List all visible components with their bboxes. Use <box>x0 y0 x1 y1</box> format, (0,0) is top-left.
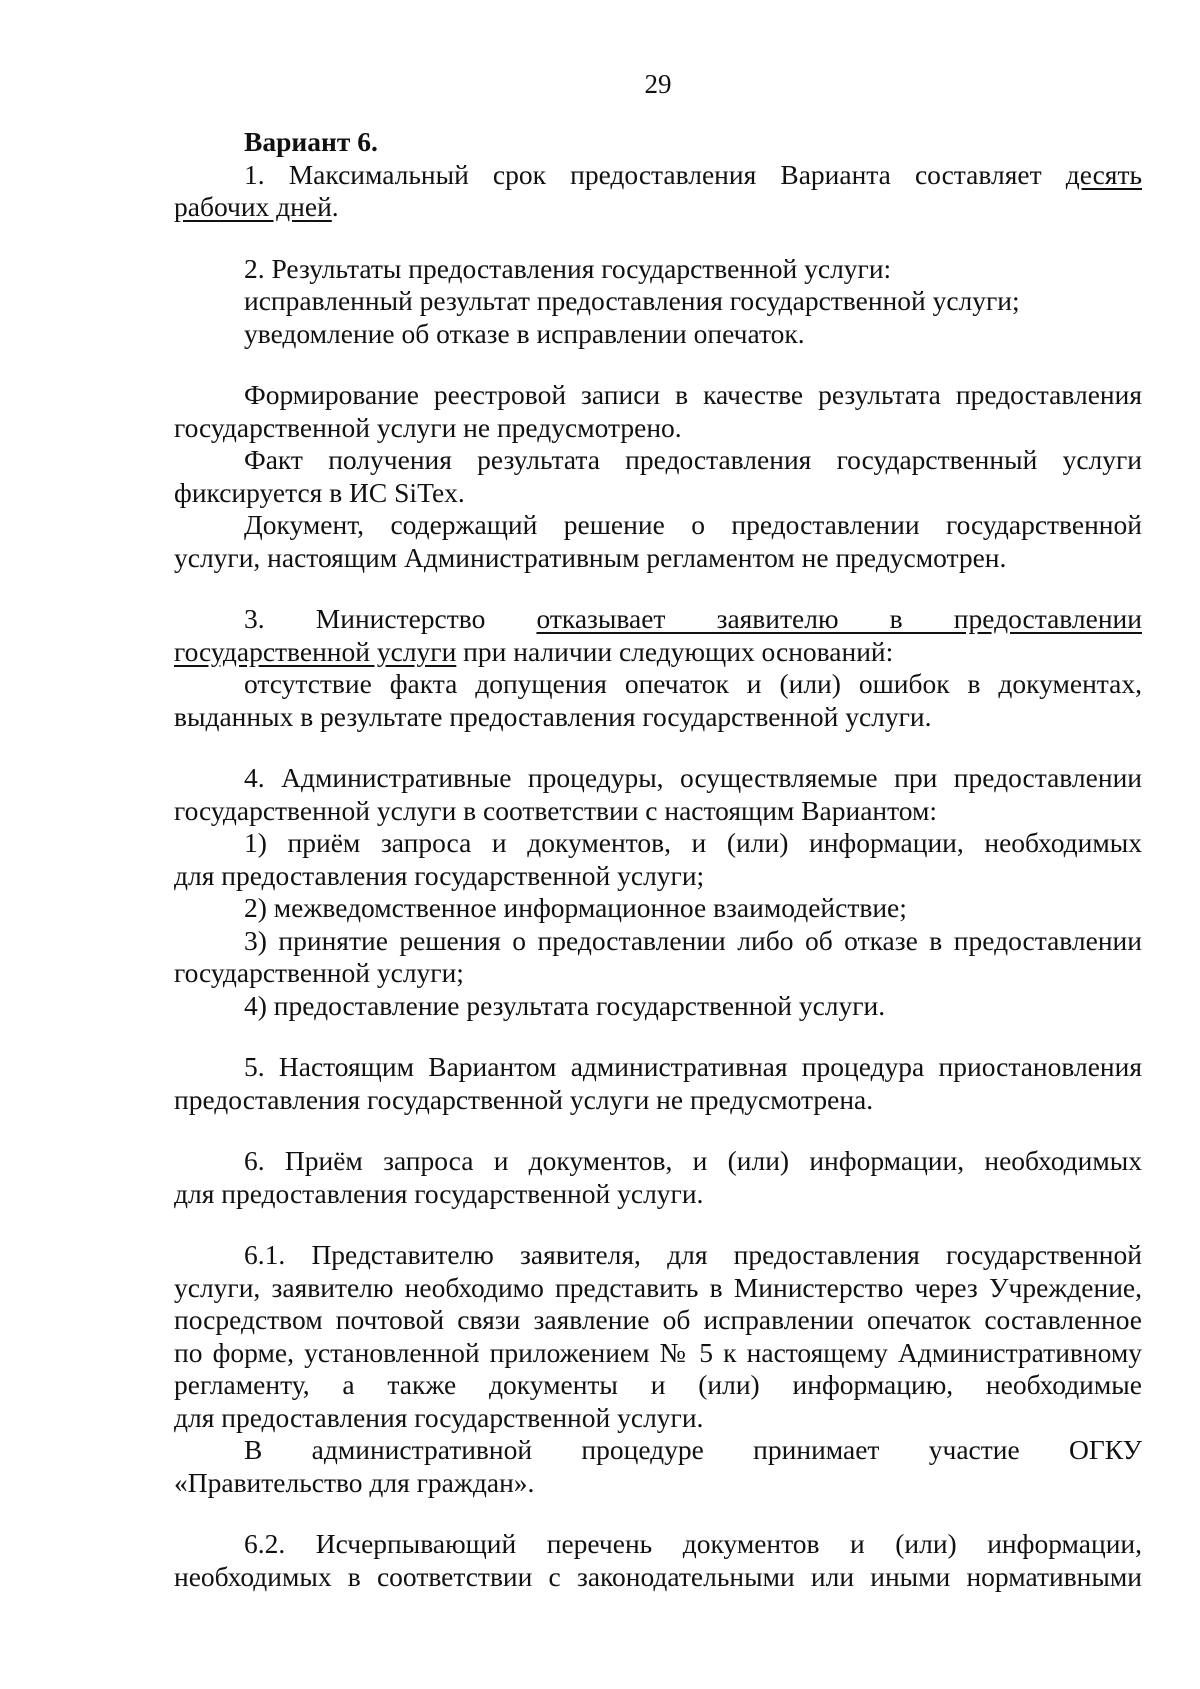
text-line <box>174 126 1142 159</box>
text-line <box>174 1272 1142 1305</box>
text-line <box>174 159 1142 192</box>
text-line <box>174 762 1142 795</box>
text-segment: Формирование реестровой записи в качестве результата предоставления <box>244 379 1142 410</box>
text-line <box>174 957 1142 990</box>
text-line <box>174 542 1142 575</box>
text-line <box>174 990 1142 1023</box>
text-line <box>174 191 1142 224</box>
text-segment: уведомление об отказе в исправлении опечаток. <box>244 317 805 349</box>
text-line <box>174 925 1142 958</box>
text-line <box>174 412 1142 445</box>
document-body <box>174 126 1142 1593</box>
text-line <box>174 603 1142 636</box>
text-segment: при наличии следующих оснований: <box>456 635 894 667</box>
text-segment: 2) межведомственное информационное взаимодействие; <box>244 892 907 923</box>
underlined-text: отказывает заявителю в предоставлении <box>536 603 1142 634</box>
text-segment: 3) принятие решения о предоставлении либо об отказе в предоставлении <box>244 924 1142 956</box>
text-line <box>174 444 1142 477</box>
text-segment: государственной услуги в соответствии с настоящим Вариантом: <box>174 794 938 826</box>
text-segment: 3. Министерство <box>244 603 537 634</box>
text-line <box>174 795 1142 828</box>
text-line <box>174 1051 1142 1084</box>
text-line <box>174 1434 1142 1467</box>
text-segment: отсутствие факта допущения опечаток и (или) ошибок в документах, <box>244 668 1142 699</box>
text-line <box>174 1369 1142 1402</box>
text-line <box>174 1561 1142 1594</box>
text-line <box>174 318 1142 351</box>
text-segment: для предоставления государственной услуги. <box>174 1177 704 1209</box>
text-segment: 1) приём запроса и документов, и (или) информации, необходимых <box>244 827 1142 858</box>
text-line <box>174 827 1142 860</box>
underlined-text: рабочих дней <box>174 191 332 222</box>
text-segment: 6.2. Исчерпывающий перечень документов и (или) информации, <box>244 1528 1142 1559</box>
text-segment: Вариант 6. <box>244 126 378 157</box>
text-line <box>174 1178 1142 1211</box>
text-segment: 4) предоставление результата государственной услуги. <box>244 989 886 1021</box>
text-line <box>174 1467 1142 1500</box>
text-segment: услуги, заявителю необходимо представить в Министерство через Учреждение, <box>174 1271 1142 1303</box>
text-line <box>174 509 1142 542</box>
text-line <box>174 1145 1142 1178</box>
text-line <box>174 1402 1142 1435</box>
text-line <box>174 892 1142 925</box>
text-segment: услуги, настоящим Административным регламентом не предусмотрен. <box>174 541 1007 573</box>
text-line <box>174 860 1142 893</box>
text-segment: необходимых в соответствии с законодательными или иными нормативными <box>174 1560 1142 1592</box>
text-segment: выданных в результате предоставления государственной услуги. <box>174 700 932 732</box>
text-line <box>174 1528 1142 1561</box>
page-number: 29 <box>644 69 672 99</box>
text-segment: Факт получения результата предоставления государственный услуги <box>244 444 1142 475</box>
text-line <box>174 1239 1142 1272</box>
text-segment: предоставления государственной услуги не предусмотрена. <box>174 1083 874 1115</box>
text-segment: фиксируется в ИС SiTex. <box>174 476 465 508</box>
text-segment: Документ, содержащий решение о предоставлении государственной <box>244 509 1142 540</box>
text-line <box>174 285 1142 318</box>
text-segment: посредством почтовой связи заявление об исправлении опечаток составленное <box>174 1304 1142 1335</box>
text-segment: для предоставления государственной услуги; <box>174 859 705 891</box>
text-segment: исправленный результат предоставления государственной услуги; <box>244 285 1020 316</box>
text-segment: 6. Приём запроса и документов, и (или) информации, необходимых <box>244 1145 1142 1176</box>
text-segment: 1. Максимальный срок предоставления Варианта составляет <box>244 158 1066 190</box>
text-segment: «Правительство для граждан». <box>174 1466 535 1498</box>
underlined-text: государственной услуги <box>174 635 457 667</box>
text-line <box>174 1084 1142 1117</box>
text-line <box>174 477 1142 510</box>
text-segment: регламенту, а также документы и (или) информацию, необходимые <box>174 1369 1142 1400</box>
text-line <box>174 636 1142 669</box>
text-line <box>174 701 1142 734</box>
text-line <box>174 253 1142 286</box>
text-segment: 2. Результаты предоставления государственной услуги: <box>244 252 892 284</box>
text-line <box>174 1304 1142 1337</box>
text-segment: 6.1. Представителю заявителя, для предоставления государственной <box>244 1239 1142 1270</box>
text-segment: 4. Административные процедуры, осуществляемые при предоставлении <box>244 762 1142 793</box>
text-line <box>174 668 1142 701</box>
text-segment: государственной услуги; <box>174 957 464 988</box>
underlined-text: десять <box>1065 158 1142 190</box>
text-segment: по форме, установленной приложением № 5 к настоящему Административному <box>174 1336 1142 1368</box>
text-segment: . <box>331 191 339 222</box>
text-segment: для предоставления государственной услуги. <box>174 1401 704 1433</box>
text-line <box>174 379 1142 412</box>
text-segment: 5. Настоящим Вариантом административная процедура приостановления <box>244 1051 1142 1082</box>
text-segment: В административной процедуре принимает участие ОГКУ <box>244 1434 1142 1465</box>
text-line <box>174 1337 1142 1370</box>
text-segment: государственной услуги не предусмотрено. <box>174 411 682 443</box>
